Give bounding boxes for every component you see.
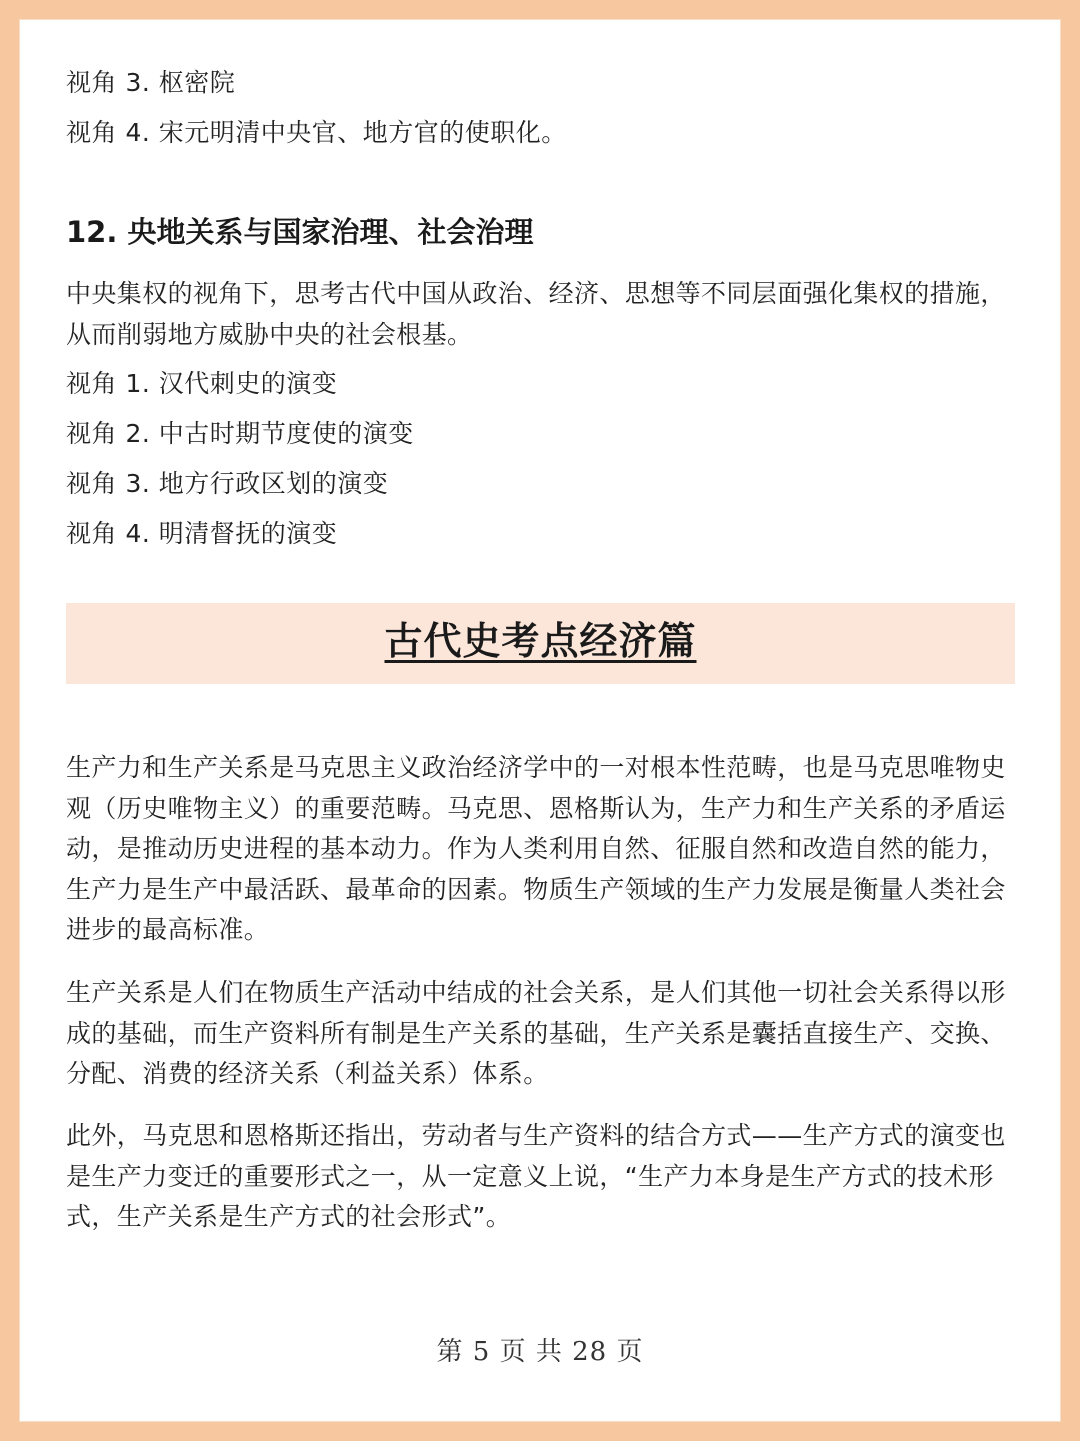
perspective-item: 视角 3. 枢密院 [66, 68, 236, 97]
chapter-banner [66, 603, 1015, 684]
perspective-item: 视角 3. 地方行政区划的演变 [66, 469, 389, 498]
perspective-item: 视角 1. 汉代刺史的演变 [66, 369, 338, 398]
perspective-item: 视角 2. 中古时期节度使的演变 [66, 419, 414, 448]
page-number: 第 5 页 共 28 页 [436, 1337, 644, 1367]
body-paragraph: 生产力和生产关系是马克思主义政治经济学中的一对根本性范畴，也是马克思唯物史观（历史唯物主义）的重要范畴。马克思、恩格斯认为，生产力和生产关系的矛盾运动，是推动历史进程的基本动力。作为人类利用自然、征服自然和改造自然的能力，生产力是生产中最活跃、最革命的因素。物质生产领域的生产力发展是衡量人类社会进步的最高标准。 [66, 753, 1006, 944]
chapter-title-text: 古代史考点经济篇 [384, 619, 697, 663]
chapter-title [66, 615, 1015, 667]
body-paragraph: 此外，马克思和恩格斯还指出，劳动者与生产资料的结合方式——生产方式的演变也是生产力变迁的重要形式之一，从一定意义上说，“生产力本身是生产方式的技术形式，生产关系是生产方式的社会形式”。 [66, 1121, 1006, 1231]
section-intro: 中央集权的视角下，思考古代中国从政治、经济、思想等不同层面强化集权的措施，从而削弱地方威胁中央的社会根基。 [66, 279, 1006, 349]
perspective-item: 视角 4. 明清督抚的演变 [66, 519, 338, 548]
perspective-item: 视角 4. 宋元明清中央官、地方官的使职化。 [66, 118, 567, 147]
body-paragraph: 生产关系是人们在物质生产活动中结成的社会关系，是人们其他一切社会关系得以形成的基础，而生产资料所有制是生产关系的基础，生产关系是囊括直接生产、交换、分配、消费的经济关系（利益关系）体系。 [66, 978, 1006, 1088]
section-heading: 12. 央地关系与国家治理、社会治理 [66, 215, 534, 249]
